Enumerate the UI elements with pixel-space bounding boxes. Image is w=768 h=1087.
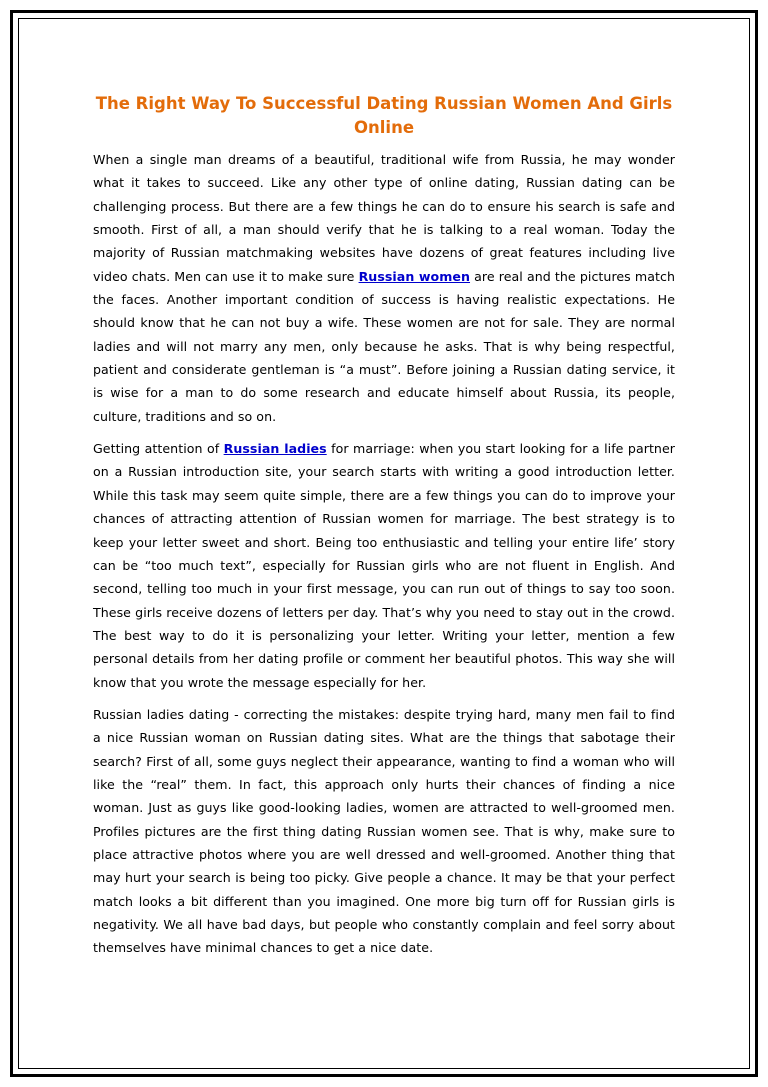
document-title: The Right Way To Successful Dating Russian Women And Girls Online (95, 94, 673, 137)
paragraph-1-text-after: are real and the pictures match the faces. Another important condition of success is having realistic expectations. He should know that he can not buy a wife. These women are not for sale. They are normal ladies and will not marry any men, only because he asks. That is why being respectful, patient and considerate gentleman is “a must”. Before joining a Russian dating service, it is wise for a man to do some research and educate himself about Russia, its people, culture, traditions and so on. (93, 268, 675, 424)
paragraph-2-text-before: Getting attention of (93, 441, 224, 457)
paragraph-2 (93, 437, 675, 694)
russian-women-link[interactable]: Russian women (358, 268, 471, 284)
russian-ladies-link[interactable]: Russian ladies (223, 441, 327, 457)
paragraph-3: Russian ladies dating - correcting the mistakes: despite trying hard, many men fail to find a nice Russian woman on Russian dating sites. What are the things that sabotage their search? First of all, some guys neglect their appearance, wanting to find a woman who will like the “real” them. In fact, this approach only hurts their chances of finding a nice woman. Just as guys like good-looking ladies, women are attracted to well-groomed men. Profiles pictures are the first thing dating Russian women see. That is why, make sure to place attractive photos where you are well dressed and well-groomed. Another thing that may hurt your search is being too picky. Give people a chance. It may be that your perfect match looks a bit different than you imagined. One more big turn off for Russian girls is negativity. We all have bad days, but people who constantly complain and feel sorry about themselves have minimal chances to get a nice date. (93, 706, 675, 956)
paragraph-2-text-after: for marriage: when you start looking for a life partner on a Russian introduction site, your search starts with writing a good introduction letter. While this task may seem quite simple, there are a few things you can do to improve your chances of attracting attention of Russian women for marriage. The best strategy is to keep your letter sweet and short. Being too enthusiastic and telling your entire life’ story can be “too much text”, especially for Russian girls who are not fluent in English. And second, telling too much in your first message, you can run out of things to say too soon. These girls receive dozens of letters per day. That’s why you need to stay out in the crowd. The best way to do it is personalizing your letter. Writing your letter, mention a few personal details from her dating profile or comment her beautiful photos. This way she will know that you wrote the message especially for her. (93, 441, 675, 690)
paragraph-1-text-before: When a single man dreams of a beautiful, traditional wife from Russia, he may wonder what it takes to succeed. Like any other type of online dating, Russian dating can be challenging process. But there are a few things he can do to ensure his search is safe and smooth. First of all, a man should verify that he is talking to a real woman. Today the majority of Russian matchmaking websites have dozens of great features including live video chats. Men can use it to make sure (93, 152, 675, 284)
paragraph-1 (93, 148, 675, 428)
document-body (93, 92, 675, 960)
